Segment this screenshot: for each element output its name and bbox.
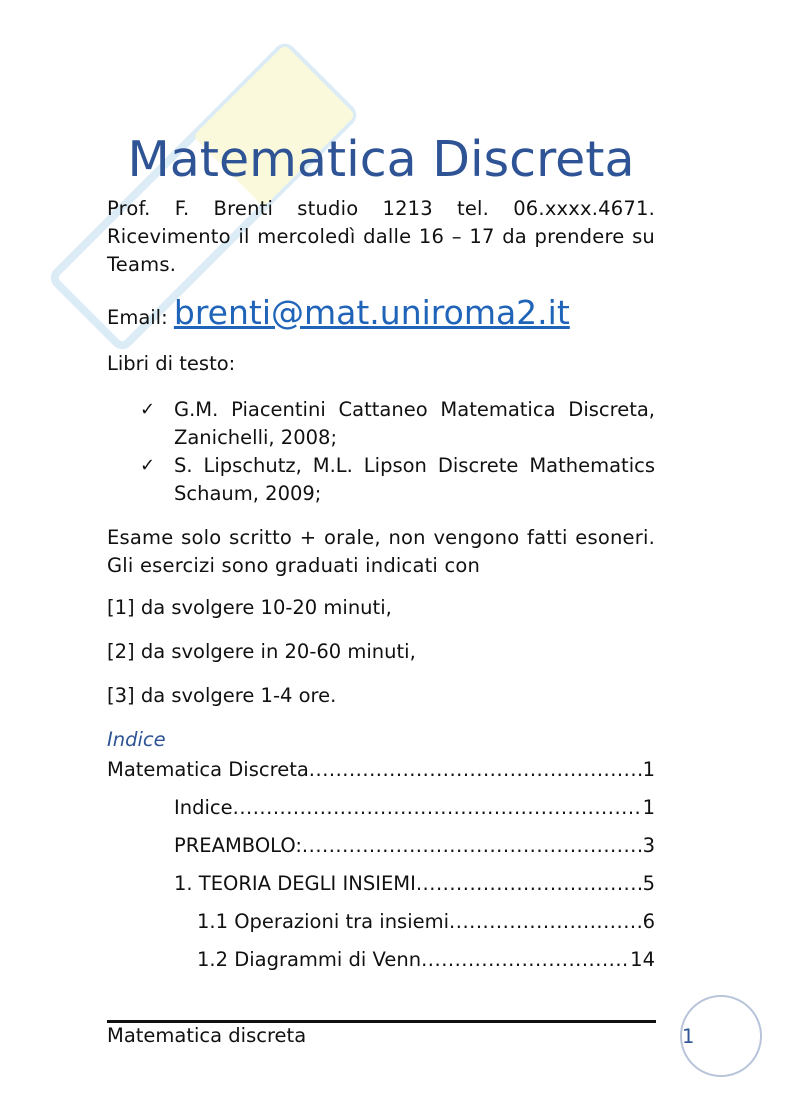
toc-leader bbox=[416, 870, 643, 898]
toc-entry[interactable] bbox=[197, 908, 655, 936]
level-3: [3] da svolgere 1-4 ore. bbox=[107, 684, 337, 707]
email-row bbox=[107, 293, 570, 332]
level-2: [2] da svolgere in 20-60 minuti, bbox=[107, 640, 416, 663]
list-item bbox=[140, 396, 655, 452]
toc-leader bbox=[309, 756, 643, 784]
toc-entry-page: 5 bbox=[642, 872, 655, 895]
toc-entry[interactable] bbox=[197, 946, 655, 974]
footer-divider bbox=[107, 1020, 656, 1023]
toc-entry-page: 3 bbox=[642, 834, 655, 857]
toc-entry-label: 1.1 Operazioni tra insiemi bbox=[197, 910, 450, 933]
toc-entry[interactable] bbox=[174, 870, 655, 898]
toc-entry-page: 1 bbox=[642, 796, 655, 819]
list-item bbox=[140, 452, 655, 508]
toc-leader bbox=[233, 794, 643, 822]
book-title: S. Lipschutz, M.L. Lipson Discrete Mathematics Schaum, 2009; bbox=[174, 454, 655, 505]
check-icon: ✓ bbox=[140, 399, 156, 420]
toc-leader bbox=[421, 946, 630, 974]
toc-title: Indice bbox=[107, 728, 166, 751]
footer-text: Matematica discreta bbox=[107, 1024, 307, 1047]
level-1: [1] da svolgere 10-20 minuti, bbox=[107, 596, 392, 619]
email-label: Email: bbox=[107, 306, 168, 329]
toc-leader bbox=[449, 908, 643, 936]
toc-entry-page: 1 bbox=[642, 758, 655, 781]
toc-entry-label: PREAMBOLO: bbox=[174, 834, 302, 857]
toc-entry[interactable] bbox=[174, 794, 655, 822]
toc-entry[interactable] bbox=[107, 756, 655, 784]
book-title: G.M. Piacentini Cattaneo Matematica Discreta, Zanichelli, 2008; bbox=[174, 398, 655, 449]
toc-entry[interactable] bbox=[174, 832, 655, 860]
toc-entry-label: 1. TEORIA DEGLI INSIEMI bbox=[174, 872, 416, 895]
intro-paragraph: Prof. F. Brenti studio 1213 tel. 06.xxxx.4671. Ricevimento il mercoledì dalle 16 – 17 da prendere su Teams. bbox=[107, 197, 655, 276]
page-number: 1 bbox=[682, 1025, 695, 1048]
exam-paragraph: Esame solo scritto + orale, non vengono fatti esoneri. Gli esercizi sono graduati indicati con bbox=[107, 526, 655, 577]
toc-leader bbox=[302, 832, 643, 860]
books-label: Libri di testo: bbox=[107, 352, 236, 375]
books-list bbox=[140, 396, 655, 508]
email-link[interactable]: brenti@mat.uniroma2.it bbox=[173, 293, 570, 332]
toc-entry-page: 6 bbox=[642, 910, 655, 933]
document-title: Matematica Discreta bbox=[127, 131, 635, 188]
toc-entry-label: Indice bbox=[174, 796, 233, 819]
toc-entry-page: 14 bbox=[630, 948, 655, 971]
toc-entry-label: Matematica Discreta bbox=[107, 758, 309, 781]
toc-entry-label: 1.2 Diagrammi di Venn bbox=[197, 948, 422, 971]
check-icon: ✓ bbox=[140, 455, 156, 476]
